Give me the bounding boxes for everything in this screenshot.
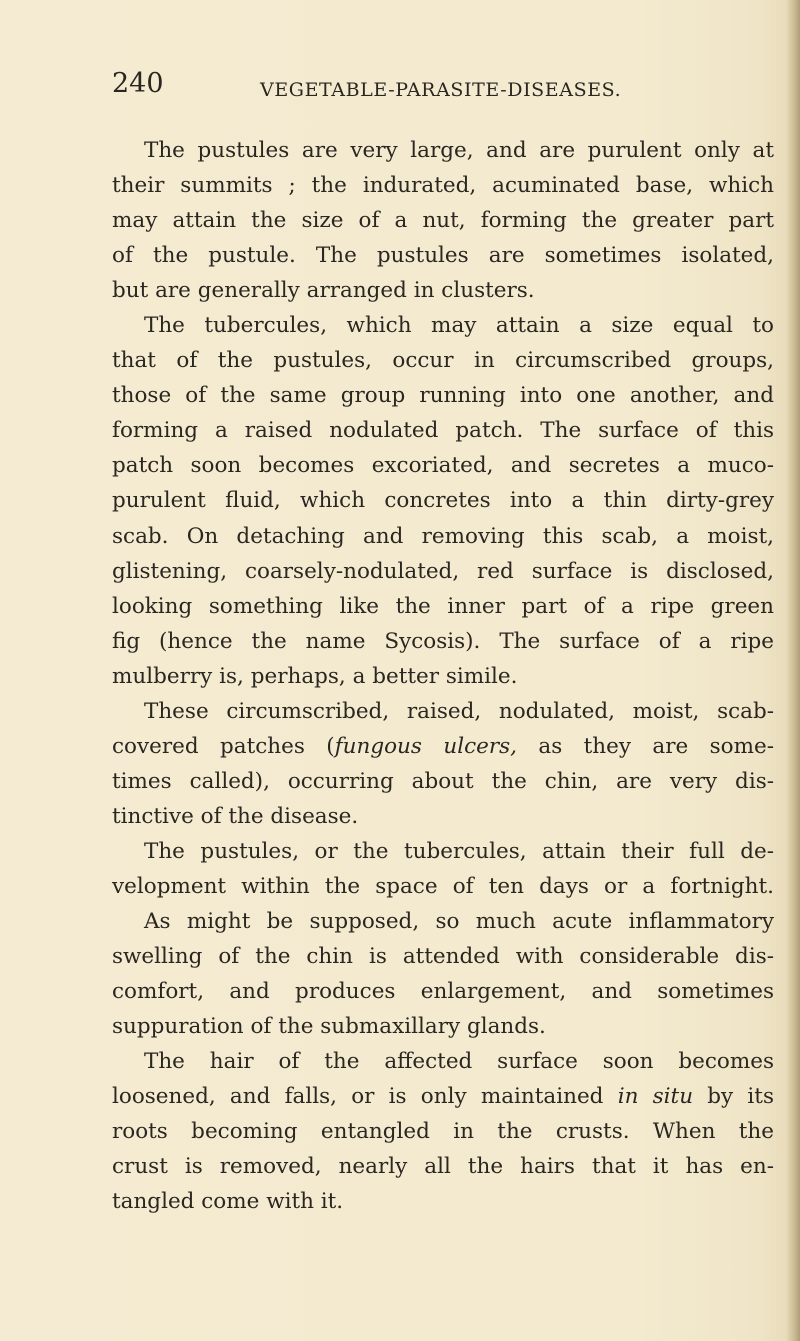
- text-segment: The hair of the affected surface soon becomes: [144, 1049, 774, 1075]
- text-segment: roots becoming entangled in the crusts. When the: [112, 1119, 774, 1145]
- text-line: [112, 624, 774, 659]
- text-segment: covered patches (: [112, 733, 335, 759]
- text-segment: as they are some-: [516, 733, 774, 759]
- text-line: [112, 1079, 774, 1114]
- text-line: [112, 448, 774, 483]
- text-segment: crust is removed, nearly all the hairs that it has en-: [112, 1154, 774, 1180]
- text-segment: tinctive of the disease.: [112, 803, 359, 829]
- text-segment: but are generally arranged in clusters.: [112, 278, 535, 304]
- text-line: [112, 168, 774, 203]
- text-segment: mulberry is, perhaps, a better simile.: [112, 663, 518, 689]
- text-line: [112, 694, 774, 729]
- running-head: [112, 68, 712, 106]
- text-line: [112, 343, 774, 378]
- body-text: [112, 133, 774, 1219]
- text-line: [112, 799, 774, 834]
- text-line: [112, 1149, 774, 1184]
- text-segment: by its: [693, 1084, 774, 1110]
- text-segment: those of the same group running into one another, and: [112, 383, 774, 409]
- text-line: [112, 1114, 774, 1149]
- text-segment: their summits ; the indurated, acuminated base, which: [112, 173, 774, 199]
- page-number: 240: [112, 68, 164, 99]
- italic-text: fungous ulcers,: [334, 733, 517, 759]
- text-segment: times called), occurring about the chin, are very dis-: [112, 768, 774, 794]
- text-segment: fig (hence the name Sycosis). The surface of a ripe: [112, 628, 774, 654]
- text-segment: glistening, coarsely-nodulated, red surface is disclosed,: [112, 558, 774, 584]
- text-line: [112, 869, 774, 904]
- text-line: [112, 974, 774, 1009]
- text-line: [112, 729, 774, 764]
- text-segment: tangled come with it.: [112, 1189, 344, 1215]
- text-segment: may attain the size of a nut, forming the greater part: [112, 208, 774, 234]
- text-line: [112, 904, 774, 939]
- text-line: [112, 764, 774, 799]
- text-segment: comfort, and produces enlargement, and sometimes: [112, 979, 774, 1005]
- text-segment: forming a raised nodulated patch. The surface of this: [112, 418, 774, 444]
- italic-text: in situ: [617, 1084, 694, 1110]
- text-line: [112, 519, 774, 554]
- text-line: [112, 203, 774, 238]
- text-line: [112, 1009, 774, 1044]
- text-segment: scab. On detaching and removing this scab, a moist,: [112, 523, 774, 549]
- text-line: [112, 483, 774, 518]
- text-line: [112, 378, 774, 413]
- text-segment: of the pustule. The pustules are sometimes isolated,: [112, 243, 774, 269]
- text-segment: suppuration of the submaxillary glands.: [112, 1014, 546, 1040]
- text-segment: The pustules, or the tubercules, attain their full de-: [144, 838, 774, 864]
- text-segment: The tubercules, which may attain a size equal to: [144, 313, 774, 339]
- text-segment: As might be supposed, so much acute inflammatory: [144, 909, 774, 935]
- text-line: [112, 589, 774, 624]
- text-line: [112, 238, 774, 273]
- page-edge-shadow: [786, 0, 800, 1341]
- text-segment: patch soon becomes excoriated, and secretes a muco-: [112, 453, 774, 479]
- text-line: [112, 413, 774, 448]
- text-line: [112, 939, 774, 974]
- text-line: [112, 308, 774, 343]
- text-segment: that of the pustules, occur in circumscribed groups,: [112, 348, 774, 374]
- text-line: [112, 834, 774, 869]
- text-line: [112, 273, 774, 308]
- text-segment: These circumscribed, raised, nodulated, moist, scab-: [144, 698, 774, 724]
- text-segment: loosened, and falls, or is only maintained: [112, 1084, 618, 1110]
- text-segment: swelling of the chin is attended with considerable dis-: [112, 944, 774, 970]
- running-head-title: VEGETABLE-PARASITE-DISEASES.: [260, 79, 622, 101]
- text-line: [112, 1184, 774, 1219]
- text-line: [112, 554, 774, 589]
- text-line: [112, 133, 774, 168]
- text-segment: The pustules are very large, and are purulent only at: [144, 138, 774, 163]
- text-segment: looking something like the inner part of a ripe green: [112, 593, 774, 619]
- text-segment: purulent fluid, which concretes into a thin dirty-grey: [112, 488, 774, 514]
- text-segment: velopment within the space of ten days or a fortnight.: [112, 873, 774, 899]
- text-line: [112, 1044, 774, 1079]
- text-line: [112, 659, 774, 694]
